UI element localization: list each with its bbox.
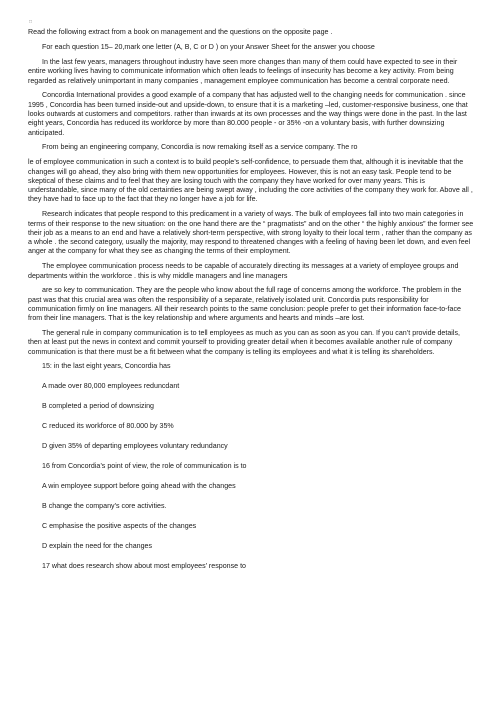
answer-option: B completed a period of downsizing [42, 402, 154, 411]
paragraph: le of employee communication in such a context is to build people’s self-confidence, to persuade them that, although it is inevitable that the changes will go ahead, they also bring with them new opportunities for employees. However, this is not an easy task. People tend to be skeptical of these claims and to feel that they are losing touch with the company they have worked for over many years. This is understandable, since many of the old certainties are being swept away , including the core activities of the company they work for. Above all , they have had to face up to the fact that they no longer have a job for life. [28, 158, 473, 204]
question-line: 17 what does research show about most employees’ response to [42, 562, 246, 571]
answer-option: C reduced its workforce of 80.000 by 35% [42, 422, 174, 431]
answer-option: A made over 80,000 employees reduncdant [42, 382, 180, 391]
answer-option: C emphasise the positive aspects of the changes [42, 522, 197, 531]
answer-option: A win employee support before going ahead with the changes [42, 482, 236, 491]
answer-option: D given 35% of departing employees voluntary redundancy [42, 442, 228, 451]
paragraph: From being an engineering company, Concordia is now remaking itself as a service company. The ro [42, 143, 358, 152]
paragraph: The general rule in company communication is to tell employees as much as you can as soon as you can. If you can’t provide details, then at least put the news in context and commit yourself to providing greater detail when it becomes available another rule of company communication is that there must be a fit between what the company is telling its employees and what it is telling its shareholders. [28, 329, 460, 356]
paragraph: In the last few years, managers throughout industry have seen more changes than many of them could have expected to see in their entire working lives having to communicate information which often leads to feelings of insecurity has become a key activity. From being regarded as relatively unimportant in many companies , management employee communication has become a central corporate need. [28, 58, 458, 85]
paragraph: are so key to communication. They are the people who know about the full rage of concerns among the workforce. The problem in the past was that this crucial area was often the responsibility of a separate, relatively isolated unit. Concordia puts responsibility for communication firmly on line managers. All their research points to the same conclusion: people prefer to get their information face-to-face from their line managers. That is the key relationship and where arguments and hearts and minds –are lost. [28, 286, 462, 323]
intro-text: Read the following extract from a book on management and the questions on the opposite page . [28, 28, 333, 36]
corner-mark-icon: □ [29, 19, 33, 25]
answer-option: D explain the need for the changes [42, 542, 153, 551]
question-line: 15: in the last eight years, Concordia has [42, 362, 171, 371]
instructions-text: For each question 15– 20,mark one letter (A, B, C or D ) on your Answer Sheet for the answer you choose [42, 43, 375, 52]
paragraph: Research indicates that people respond to this predicament in a variety of ways. The bulk of employees fall into two main categories in terms of their response to the new situation: on the one hand there are the “ pragmatists” and on the other “ the highly anxious” the former see their job as a means to an end and have a relatively short-term perspective, with strong loyalty to their local term , rather than the company as a whole . the second category, usually the majority, may respond to threatened changes with a feeling of having been let down, and even feel anger at the company for what they see as changing the terms of their employment. [28, 210, 474, 256]
answer-option: B change the company’s core activities. [42, 502, 167, 511]
paragraph: Concordia International provides a good example of a company that has adjusted well to the changing needs for communication . since 1995 , Concordia has been turned inside-out and upside-down, to ensure that it is a marketing –led, customer-responsive business, one that looks outwards at customers and competitors. rather than inwards at its own processes and the way things were done in the past. In the last eight years, Concordia has reduced its workforce by more than 80.000 people - or 35% -on a voluntary basis, with further downsizing anticipated. [28, 91, 468, 137]
paragraph: The employee communication process needs to be capable of accurately directing its messages at a variety of employee groups and departments within the workforce . this is why middle managers and line managers [28, 262, 459, 280]
question-line: 16 from Concordia’s point of view, the role of communication is to [42, 462, 247, 471]
